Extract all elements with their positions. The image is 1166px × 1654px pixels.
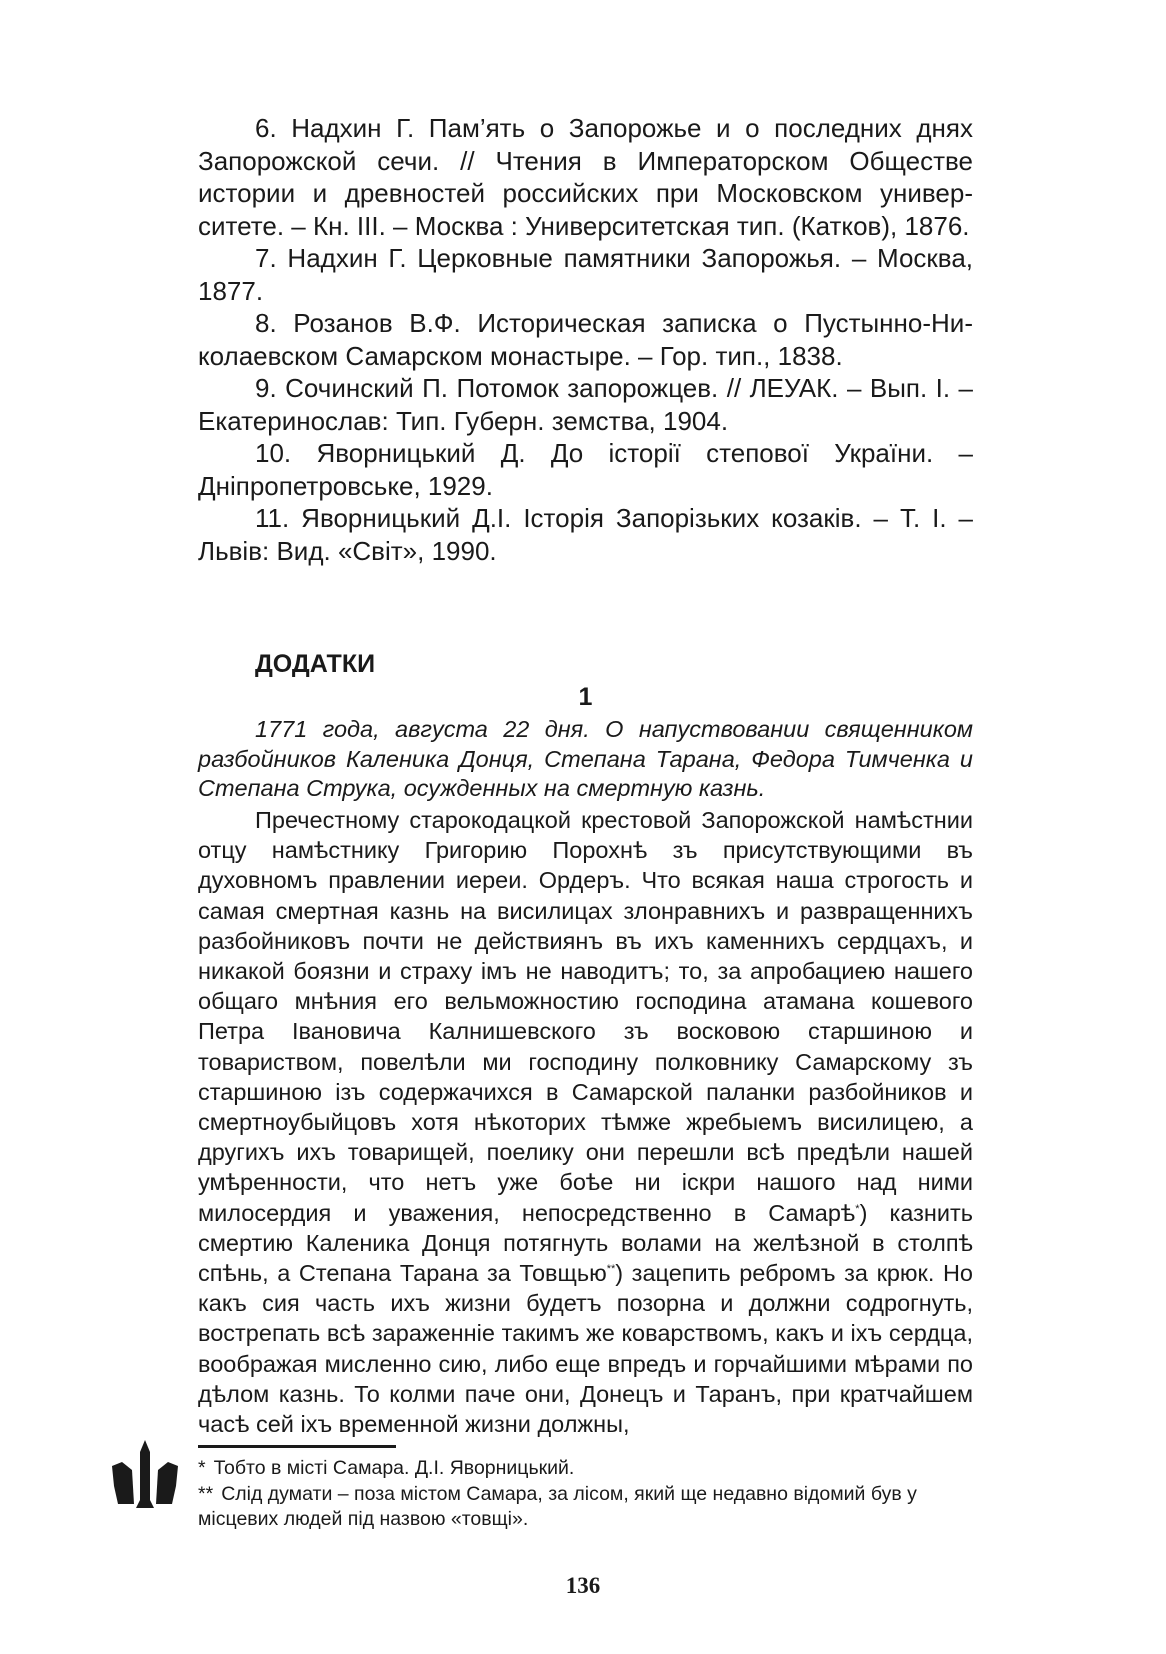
footnote bbox=[198, 1456, 973, 1482]
document-body-text: ) зацепить ребромъ за крюк. Но какъ сия часть ихъ жизни будетъ позорна и должни содрогнуть, вострепать всѣ зараженніе такимъ же коварствомъ, какъ и іхъ сердца, воображая мисленно сию, либо еще впредъ и горчайшими мѣрами по дѣлом казнь. То колми паче они, Донецъ и Таранъ, при кратчайшем часѣ сей іхъ временной жизни должны, bbox=[198, 1260, 973, 1438]
document-body-text: ) казнить смертию Каленика Донця потягнуть волами на желѣзной в столпѣ спѣнь, а Степана Тарана за Товщью bbox=[198, 1199, 973, 1287]
document-body bbox=[198, 805, 973, 1439]
reference-item: 9. Сочинский П. Потомок запорожцев. // ЛЕУАК. – Вып. I. – Екатеринослав: Тип. Губерн. земства, 1904. bbox=[198, 373, 973, 436]
reference-list bbox=[198, 112, 973, 567]
reference-item: 11. Яворницький Д.І. Історія Запорізьких козаків. – Т. І. – Львів: Вид. «Світ», 1990. bbox=[198, 503, 973, 566]
document-body-text: Пречестному старокодацкой крестовой Запорожской намѣстнии отцу намѣстнику Григорию Порохнѣ зъ присутствующими въ духовномъ правлении иереи. Ордеръ. Что всякая наша строгость и самая смертная казнь на висилицах злонравнихъ и развращеннихъ разбойниковъ почти не действиянъ въ ихъ каменнихъ сердцахъ, и никакой боязни и страху імъ не наводитъ; то, за апробациею нашего общаго мнѣния его вельможностию господина атамана кошевого Петра Івановича Калнишевского зъ восковою старшиною и товариством, повелѣли ми господину полковнику Самарскому зъ старшиною ізъ содержачихся в Самарской паланки разбойников и смертноубыйцовъ хотя нѣкоторих тѣмже жребыемъ висилицею, а другихъ ихъ товарищей, поелику они перешли всѣ предѣли нашей умѣренности, что нетъ уже боѣе ни іскри нашого над ними милосердия и уважения, непосредственно в Самарѣ bbox=[198, 807, 973, 1226]
footnote-ref: * bbox=[855, 1202, 860, 1215]
document-number: 1 bbox=[578, 683, 593, 711]
reference-item: 7. Надхин Г. Церковные памятники Запорожья. – Москва, 1877. bbox=[198, 243, 973, 306]
footnotes bbox=[198, 1456, 973, 1533]
page-number: 136 bbox=[565, 1573, 601, 1598]
reference-item: 6. Надхин Г. Пам’ять о Запорожье и о последних днях Запорожской сечи. // Чтения в Императорском Обществе истории и древностей российских при Московском университете. – Кн. III. – Москва : Университетская тип. (Катков), 1876. bbox=[198, 113, 973, 241]
section-heading: ДОДАТКИ bbox=[255, 650, 376, 678]
footnote-divider bbox=[198, 1445, 396, 1448]
footnote-ref: ** bbox=[606, 1263, 616, 1276]
footnote-text: Слід думати – поза містом Самара, за лісом, який ще недавно відомий був у місцевих людей під назвою «товщі». bbox=[198, 1482, 917, 1530]
document-summary: 1771 года, августа 22 дня. О напуствовании священником разбойников Каленика Донця, Степана Тарана, Федора Тимченка и Степана Струка, осужденных на смертную казнь. bbox=[198, 716, 973, 801]
reference-item: 10. Яворницький Д. До історії степової України. – Дніпропетровське, 1929. bbox=[198, 438, 973, 501]
footnote-text: Тобто в місті Самара. Д.І. Яворницький. bbox=[213, 1457, 575, 1479]
reference-item: 8. Розанов В.Ф. Историческая записка о Пустынно-Николаевском Самарском монастыре. – Гор. тип., 1838. bbox=[198, 308, 973, 371]
footnote-mark: * bbox=[198, 1457, 206, 1479]
footnote bbox=[198, 1482, 973, 1533]
publisher-logo-icon bbox=[112, 1440, 178, 1508]
page-content bbox=[198, 112, 973, 1438]
footnote-mark: ** bbox=[198, 1482, 214, 1505]
